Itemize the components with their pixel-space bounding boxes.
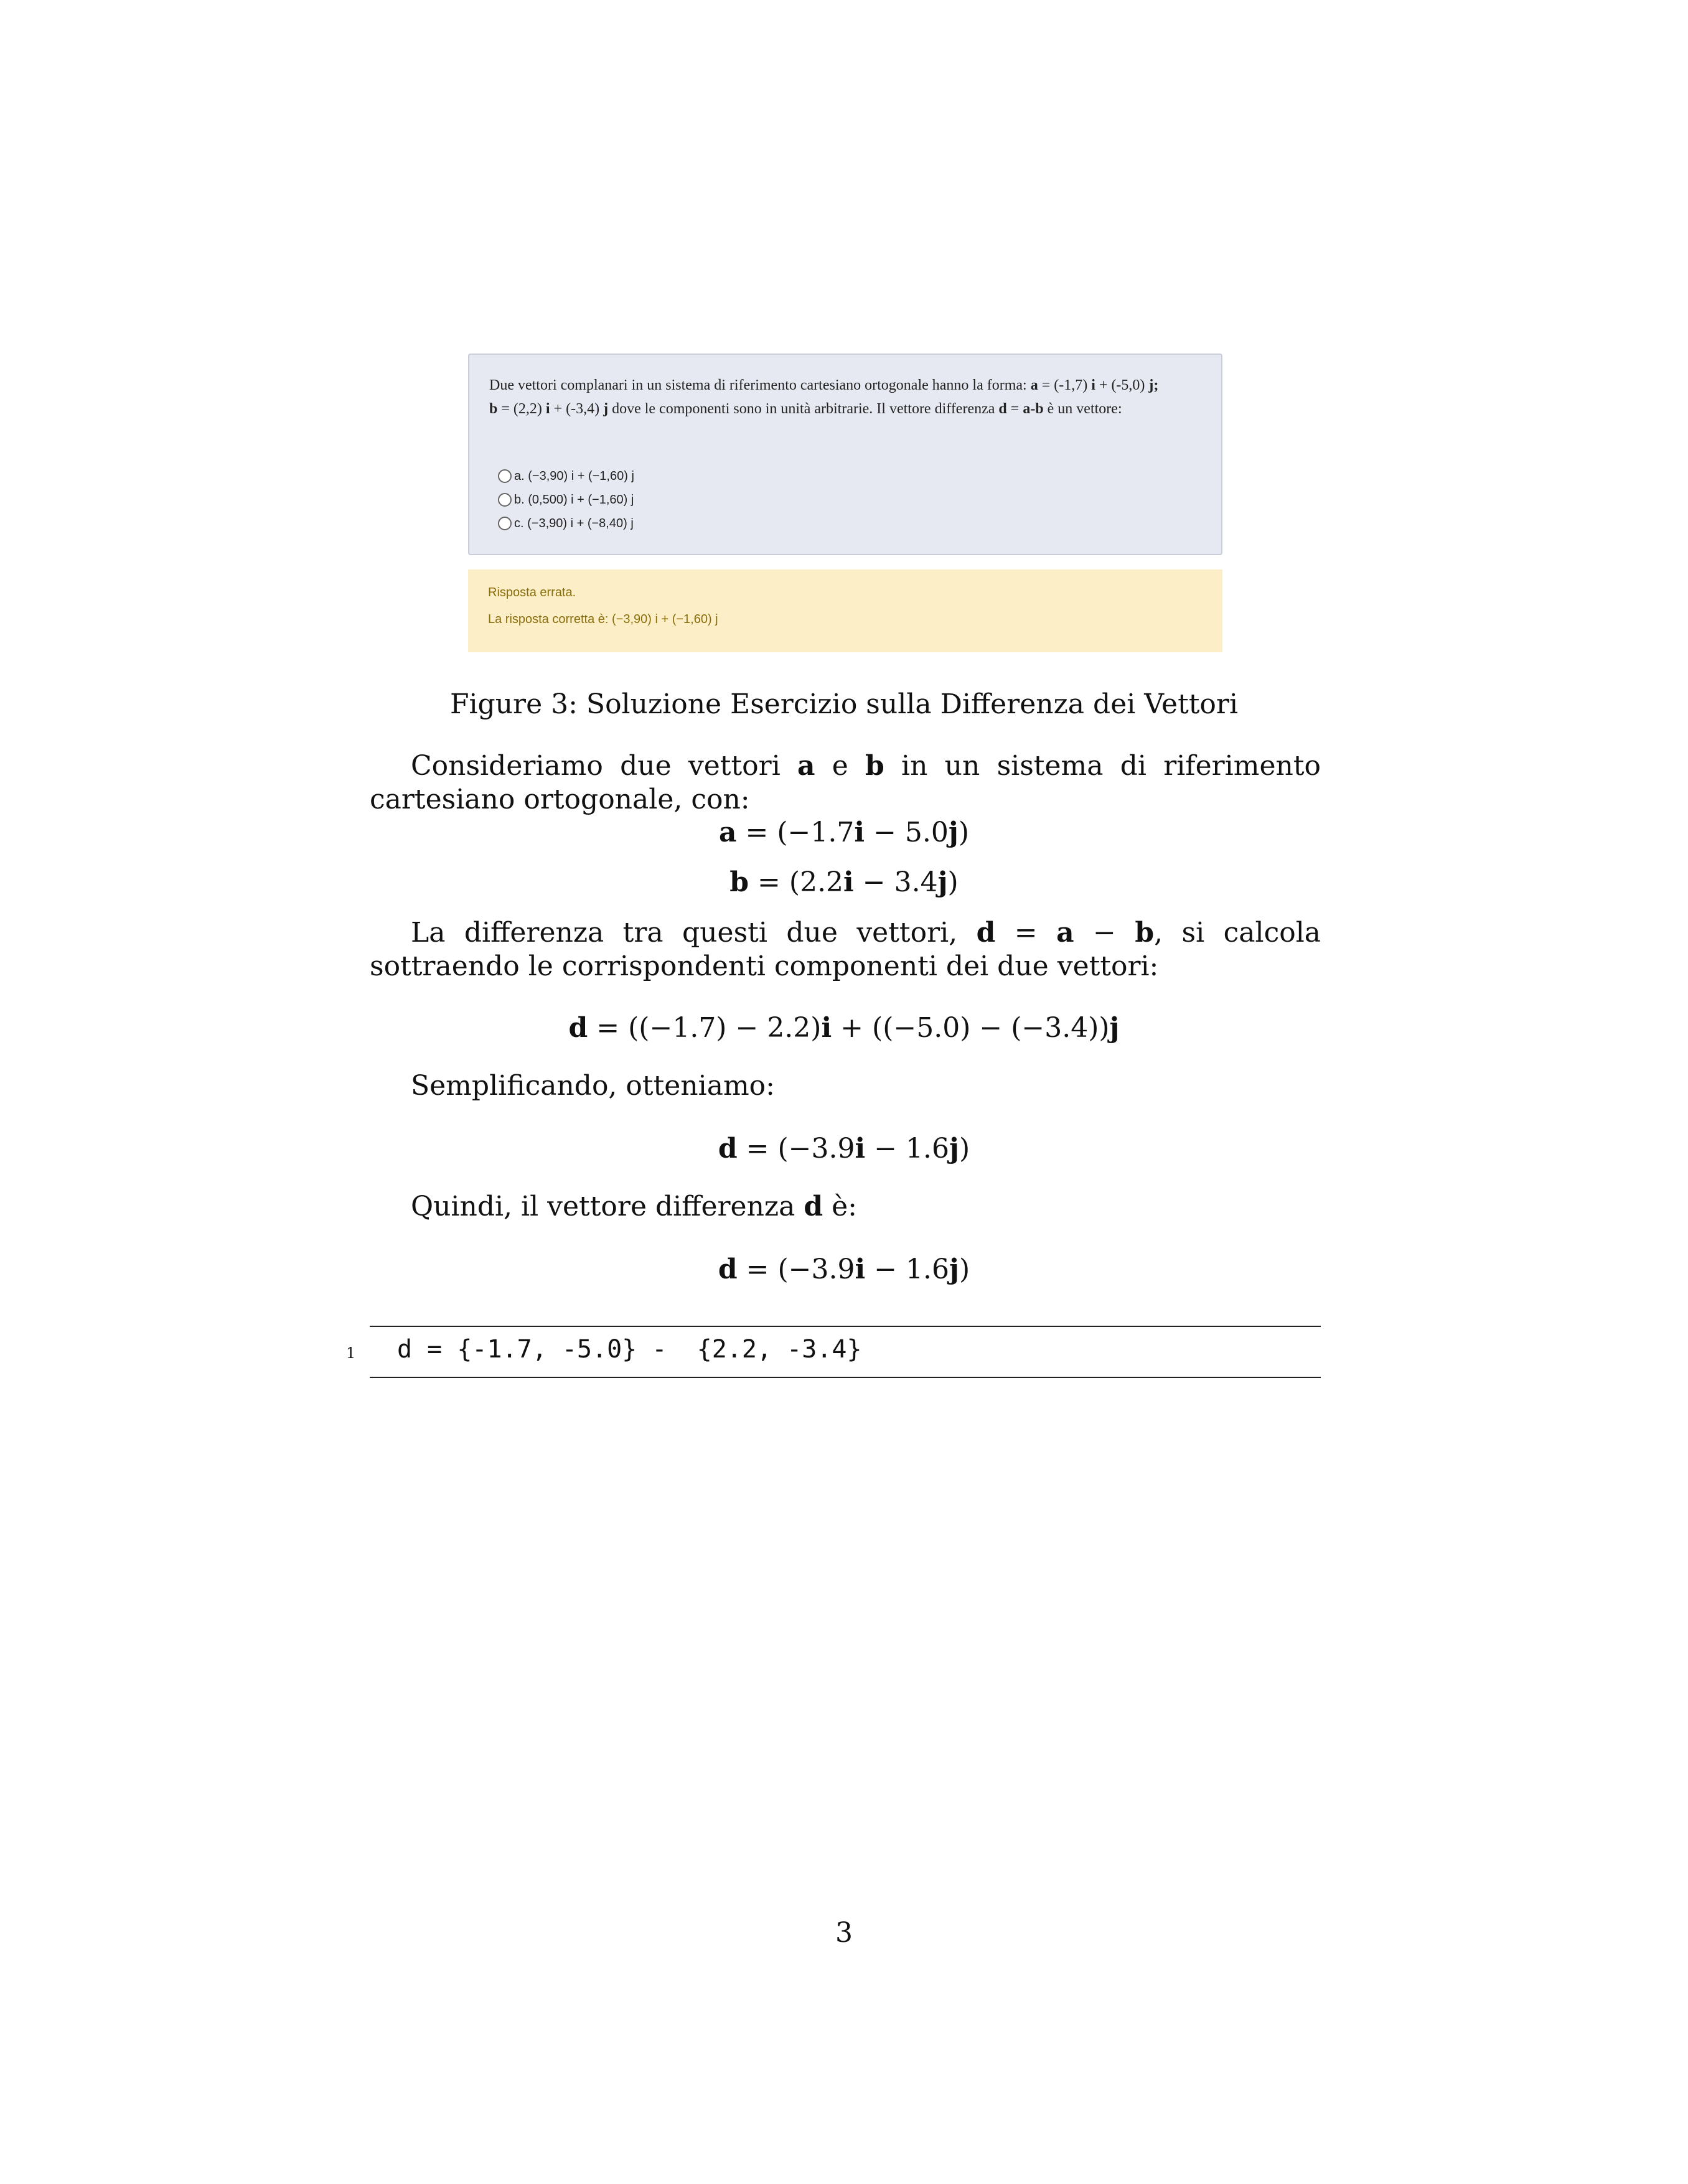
code-top-rule: [370, 1326, 1321, 1327]
equation-difference: d = ((−1.7) − 2.2)i + ((−5.0) − (−3.4))j: [568, 1012, 1120, 1044]
radio-button-icon[interactable]: [498, 469, 512, 483]
equation-a: a = (−1.7i − 5.0j): [718, 817, 969, 848]
simplify-paragraph: Semplificando, otteniamo:: [411, 1070, 775, 1102]
quiz-option-b[interactable]: b. (0,500) i + (−1,60) j: [498, 489, 634, 510]
quiz-option-a[interactable]: a. (−3,90) i + (−1,60) j: [498, 466, 634, 487]
figure-caption: Figure 3: Soluzione Esercizio sulla Differenza dei Vettori: [449, 688, 1239, 720]
feedback-wrong: Risposta errata.: [488, 586, 576, 599]
quiz-feedback-box: [468, 569, 1222, 652]
code-bottom-rule: [370, 1377, 1321, 1378]
quiz-option-c[interactable]: c. (−3,90) i + (−8,40) j: [498, 513, 634, 534]
quiz-question-box: [468, 354, 1222, 555]
radio-button-icon[interactable]: [498, 493, 512, 507]
page-number: 3: [835, 1917, 853, 1949]
conclusion-paragraph: Quindi, il vettore differenza d è:: [411, 1191, 857, 1222]
equation-b: b = (2.2i − 3.4j): [729, 866, 959, 898]
radio-button-icon[interactable]: [498, 517, 512, 530]
equation-result: d = (−3.9i − 1.6j): [718, 1133, 970, 1165]
code-line: d = {-1.7, -5.0} - {2.2, -3.4}: [397, 1335, 862, 1364]
feedback-correct-answer: La risposta corretta è: (−3,90) i + (−1,60) j: [488, 612, 718, 626]
quiz-question-text: Due vettori complanari in un sistema di riferimento cartesiano ortogonale hanno la forma: a = (-1,7) i + (-5,0) j; b = (2,2) i + (-3,4) j dove le componenti sono in unità arbitrarie. Il vettore differenza d = a-b è un vettore:: [489, 377, 1159, 417]
difference-paragraph: La differenza tra questi due vettori, d = a − b, si calcola sottraendo le corrispondenti componenti dei due vettori:: [370, 917, 1321, 982]
equation-final: d = (−3.9i − 1.6j): [718, 1254, 970, 1285]
intro-paragraph: Consideriamo due vettori a e b in un sistema di riferimento cartesiano ortogonale, con:: [370, 750, 1321, 815]
code-line-number: 1: [346, 1344, 356, 1362]
